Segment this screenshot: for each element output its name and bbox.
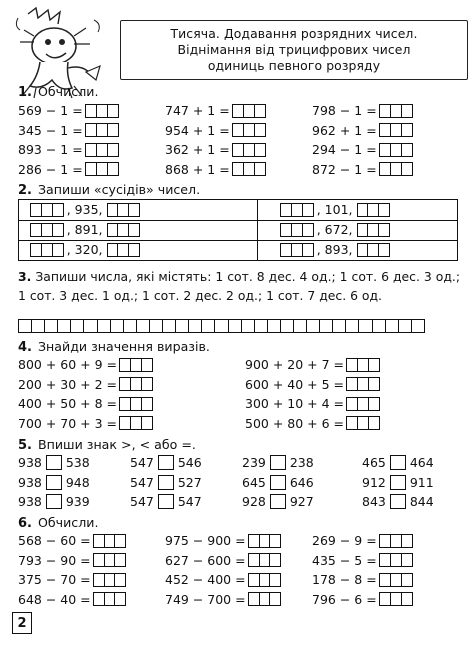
answer-cell[interactable] [107,162,119,176]
task-3-text [18,267,460,305]
expression: 400 + 50 + 8 = [18,396,118,411]
answer-cell[interactable] [110,319,124,333]
answer-cell[interactable] [83,319,97,333]
answer-cell[interactable] [141,416,153,430]
exercise-row [165,592,280,607]
expression: 178 − 8 = [312,572,377,587]
exercise-row [18,533,125,548]
right-number: 527 [177,474,202,490]
answer-cell[interactable] [368,358,380,372]
comparison-row [130,475,202,490]
next-number-boxes[interactable] [357,223,390,237]
exercise-row [165,533,280,548]
sign-box[interactable] [390,455,406,470]
right-number: 927 [289,494,314,509]
expression: 627 − 600 = [165,552,246,568]
answer-cell[interactable] [188,319,202,333]
answer-cell[interactable] [214,319,228,333]
answer-cell[interactable] [401,123,413,137]
task-number: 3. [18,269,32,284]
previous-number-boxes[interactable] [280,243,313,257]
exercise-row [312,123,411,138]
expression: 954 + 1 = [165,122,230,138]
answer-cell[interactable] [254,123,266,137]
exercise-row [18,553,125,568]
sign-box[interactable] [46,475,62,490]
expression: 796 − 6 = [312,591,377,607]
expression: 872 − 1 = [312,161,377,177]
answer-boxes[interactable] [119,358,152,372]
answer-boxes[interactable] [93,553,126,567]
answer-cell[interactable] [401,553,413,567]
answer-boxes[interactable] [232,162,265,176]
task-number: 5. [18,438,32,453]
neighbors-row [278,242,391,257]
given-number: , 935, [66,202,103,217]
answer-cell[interactable] [269,592,281,606]
answer-boxes[interactable] [248,573,281,587]
exercise-row [18,572,125,587]
expression: 375 − 70 = [18,572,91,587]
comparison-row [242,455,314,470]
given-number: , 672, [316,222,353,237]
answer-cell[interactable] [401,534,413,548]
right-number: 948 [65,474,90,490]
answer-cell[interactable] [401,573,413,587]
answer-cell[interactable] [44,319,58,333]
answer-cell[interactable] [149,319,163,333]
expression: 900 + 20 + 7 = [245,357,345,372]
comparison-row [362,455,434,470]
previous-number-boxes[interactable] [280,223,313,237]
answer-cell[interactable] [254,104,266,118]
answer-cell[interactable] [52,243,64,257]
left-number: 547 [130,494,154,509]
answer-cell[interactable] [97,319,111,333]
answer-cell[interactable] [378,203,390,217]
answer-cell[interactable] [107,123,119,137]
right-number: 911 [409,474,434,490]
answer-boxes[interactable] [346,416,379,430]
previous-number-boxes[interactable] [280,203,313,217]
exercise-row [312,142,411,157]
exercise-row [165,123,264,138]
exercise-row [165,553,280,568]
expression: 435 − 5 = [312,552,377,568]
sign-box[interactable] [390,475,406,490]
answer-cell[interactable] [401,162,413,176]
answer-cell[interactable] [52,203,64,217]
exercise-row [165,142,264,157]
answer-cell[interactable] [107,104,119,118]
task-number: 2. [18,183,32,198]
expression: 793 − 90 = [18,552,91,568]
right-number: 546 [177,455,202,470]
expression: 286 − 1 = [18,161,83,177]
expression: 452 − 400 = [165,572,246,587]
sign-box[interactable] [390,494,406,509]
answer-cell[interactable] [136,319,150,333]
next-number-boxes[interactable] [357,203,390,217]
exercise-row [18,123,117,138]
task-text: Запиши числа, які містять: 1 сот. 8 дес. 4 од.; 1 сот. 6 дес. 3 од.; 1 сот. 3 дес. 1 од.; 1 сот. 2 дес. 2 од.; 1 сот. 7 дес. 6 од. [18,269,460,303]
answer-cell[interactable] [401,592,413,606]
exercise-row [18,357,152,372]
next-number-boxes[interactable] [107,243,140,257]
answer-cell-strip[interactable] [18,319,424,333]
answer-cell[interactable] [162,319,176,333]
answer-boxes[interactable] [346,377,379,391]
answer-boxes[interactable] [248,592,281,606]
comparison-row [362,494,434,509]
given-number: , 101, [316,202,353,217]
next-number-boxes[interactable] [107,223,140,237]
expression: 345 − 1 = [18,122,83,138]
exercise-row [312,162,411,177]
task-text: Впиши знак >, < або =. [37,437,196,452]
answer-cell[interactable] [141,358,153,372]
answer-cell[interactable] [302,203,314,217]
comparison-row [242,494,314,509]
answer-cell[interactable] [358,319,372,333]
answer-cell[interactable] [368,416,380,430]
right-number: 844 [409,494,434,509]
answer-cell[interactable] [319,319,333,333]
expression: 749 − 700 = [165,591,246,607]
answer-cell[interactable] [141,397,153,411]
comparison-row [242,475,314,490]
answer-boxes[interactable] [232,143,265,157]
comparison-row [18,494,90,509]
answer-cell[interactable] [269,534,281,548]
comparison-row [362,475,434,490]
answer-boxes[interactable] [93,592,126,606]
answer-cell[interactable] [385,319,399,333]
task-text: Обчисли. [37,84,99,99]
next-number-boxes[interactable] [357,243,390,257]
sign-box[interactable] [46,494,62,509]
answer-cell[interactable] [114,592,126,606]
expression: 500 + 80 + 6 = [245,415,345,431]
lesson-title-line-1: Тисяча. Додавання розрядних чисел. [170,26,418,41]
answer-cell[interactable] [175,319,189,333]
sign-box[interactable] [158,475,174,490]
left-number: 938 [18,494,42,509]
answer-cell[interactable] [368,397,380,411]
answer-cell[interactable] [114,534,126,548]
right-number: 238 [289,455,314,470]
expression: 962 + 1 = [312,122,377,138]
exercise-row [245,416,379,431]
answer-boxes[interactable] [119,377,152,391]
answer-boxes[interactable] [379,143,412,157]
expression: 868 + 1 = [165,161,230,177]
expression: 648 − 40 = [18,591,91,607]
answer-boxes[interactable] [379,104,412,118]
answer-cell[interactable] [228,319,242,333]
answer-boxes[interactable] [85,104,118,118]
previous-number-boxes[interactable] [30,243,63,257]
answer-cell[interactable] [107,143,119,157]
expression: 569 − 1 = [18,103,83,118]
task-6-title [18,515,98,531]
previous-number-boxes[interactable] [30,203,63,217]
answer-boxes[interactable] [379,573,412,587]
answer-cell[interactable] [254,162,266,176]
exercise-row [18,377,152,392]
expression: 747 + 1 = [165,103,230,118]
answer-cell[interactable] [114,553,126,567]
expression: 362 + 1 = [165,142,230,157]
exercise-row [245,357,379,372]
right-number: 547 [177,494,202,509]
answer-cell[interactable] [128,223,140,237]
answer-cell[interactable] [345,319,359,333]
answer-cell[interactable] [18,319,32,333]
sign-box[interactable] [270,455,286,470]
exercise-row [165,572,280,587]
expression: 269 − 9 = [312,533,377,548]
exercise-row [312,533,411,548]
given-number: , 893, [316,242,353,257]
answer-cell[interactable] [378,243,390,257]
answer-cell[interactable] [293,319,307,333]
left-number: 938 [18,455,42,470]
answer-cell[interactable] [372,319,386,333]
sign-box[interactable] [158,455,174,470]
task-5-title [18,437,196,453]
answer-boxes[interactable] [93,534,126,548]
answer-cell[interactable] [280,319,294,333]
answer-cell[interactable] [141,377,153,391]
answer-boxes[interactable] [346,358,379,372]
comparison-row [130,455,202,470]
sign-box[interactable] [270,475,286,490]
exercise-row [18,416,152,431]
answer-cell[interactable] [302,243,314,257]
right-number: 464 [409,455,434,470]
answer-boxes[interactable] [85,143,118,157]
left-number: 645 [242,474,266,490]
expression: 800 + 60 + 9 = [18,357,118,372]
answer-cell[interactable] [70,319,84,333]
exercise-row [18,396,152,411]
expression: 200 + 30 + 2 = [18,376,118,392]
expression: 700 + 70 + 3 = [18,415,118,431]
answer-cell[interactable] [269,573,281,587]
answer-boxes[interactable] [346,397,379,411]
exercise-row [18,103,117,118]
neighbors-row [278,222,391,237]
given-number: , 891, [66,222,103,237]
exercise-row [312,592,411,607]
answer-cell[interactable] [114,573,126,587]
sign-box[interactable] [270,494,286,509]
neighbors-row [28,242,141,257]
answer-boxes[interactable] [85,123,118,137]
lesson-title-box [120,20,468,80]
answer-cell[interactable] [128,243,140,257]
answer-boxes[interactable] [119,416,152,430]
task-number: 4. [18,340,32,355]
left-number: 547 [130,474,154,490]
exercise-row [18,592,125,607]
answer-cell[interactable] [254,319,268,333]
answer-cell[interactable] [31,319,45,333]
sign-box[interactable] [46,455,62,470]
answer-cell[interactable] [123,319,137,333]
answer-cell[interactable] [401,143,413,157]
lesson-title-line-2: Віднімання від трицифрових чисел [177,42,411,57]
task-number: 1. [18,85,32,100]
exercise-row [165,162,264,177]
page-number: 2 [12,612,32,634]
given-number: , 320, [66,242,103,257]
answer-cell[interactable] [267,319,281,333]
neighbors-row [278,202,391,217]
left-number: 547 [130,455,154,470]
answer-boxes[interactable] [232,104,265,118]
exercise-row [245,377,379,392]
exercise-row [312,572,411,587]
answer-cell[interactable] [269,553,281,567]
answer-boxes[interactable] [379,592,412,606]
answer-cell[interactable] [332,319,346,333]
comparison-row [18,455,90,470]
previous-number-boxes[interactable] [30,223,63,237]
task-text: Знайди значення виразів. [37,339,210,354]
answer-boxes[interactable] [85,162,118,176]
expression: 600 + 40 + 5 = [245,376,345,392]
left-number: 843 [362,494,386,509]
expression: 975 − 900 = [165,533,246,548]
expression: 568 − 60 = [18,533,91,548]
left-number: 928 [242,494,266,509]
expression: 798 − 1 = [312,103,377,118]
task-2-title [18,182,200,198]
answer-boxes[interactable] [232,123,265,137]
exercise-row [18,142,117,157]
neighbors-row [28,222,141,237]
exercise-row [18,162,117,177]
task-1-title [18,84,98,100]
comparison-row [18,475,90,490]
lesson-title-line-3: одиниць певного розряду [207,58,381,73]
left-number: 938 [18,474,42,490]
task-text: Запиши «сусідів» чисел. [37,182,201,197]
answer-cell[interactable] [201,319,215,333]
sign-box[interactable] [158,494,174,509]
answer-cell[interactable] [411,319,425,333]
task-4-title [18,339,210,355]
neighbors-row [28,202,141,217]
answer-boxes[interactable] [379,123,412,137]
next-number-boxes[interactable] [107,203,140,217]
left-number: 239 [242,455,266,470]
right-number: 646 [289,474,314,490]
left-number: 912 [362,474,386,490]
answer-boxes[interactable] [93,573,126,587]
answer-cell[interactable] [254,143,266,157]
exercise-row [312,103,411,118]
answer-cell[interactable] [52,223,64,237]
answer-cell[interactable] [128,203,140,217]
task-number: 6. [18,516,32,531]
answer-cell[interactable] [368,377,380,391]
answer-boxes[interactable] [119,397,152,411]
expression: 300 + 10 + 4 = [245,396,345,411]
exercise-row [165,103,264,118]
expression: 294 − 1 = [312,142,377,157]
answer-boxes[interactable] [379,553,412,567]
left-number: 465 [362,455,386,470]
answer-cell[interactable] [57,319,71,333]
right-number: 538 [65,455,90,470]
answer-cell[interactable] [378,223,390,237]
comparison-row [130,494,202,509]
expression: 893 − 1 = [18,142,83,157]
answer-cell[interactable] [306,319,320,333]
answer-cell[interactable] [401,104,413,118]
answer-cell[interactable] [398,319,412,333]
exercise-row [312,553,411,568]
answer-boxes[interactable] [248,534,281,548]
task-text: Обчисли. [37,515,99,530]
answer-boxes[interactable] [379,162,412,176]
right-number: 939 [65,494,90,509]
answer-boxes[interactable] [379,534,412,548]
answer-cell[interactable] [241,319,255,333]
exercise-row [245,396,379,411]
answer-boxes[interactable] [248,553,281,567]
answer-cell[interactable] [302,223,314,237]
